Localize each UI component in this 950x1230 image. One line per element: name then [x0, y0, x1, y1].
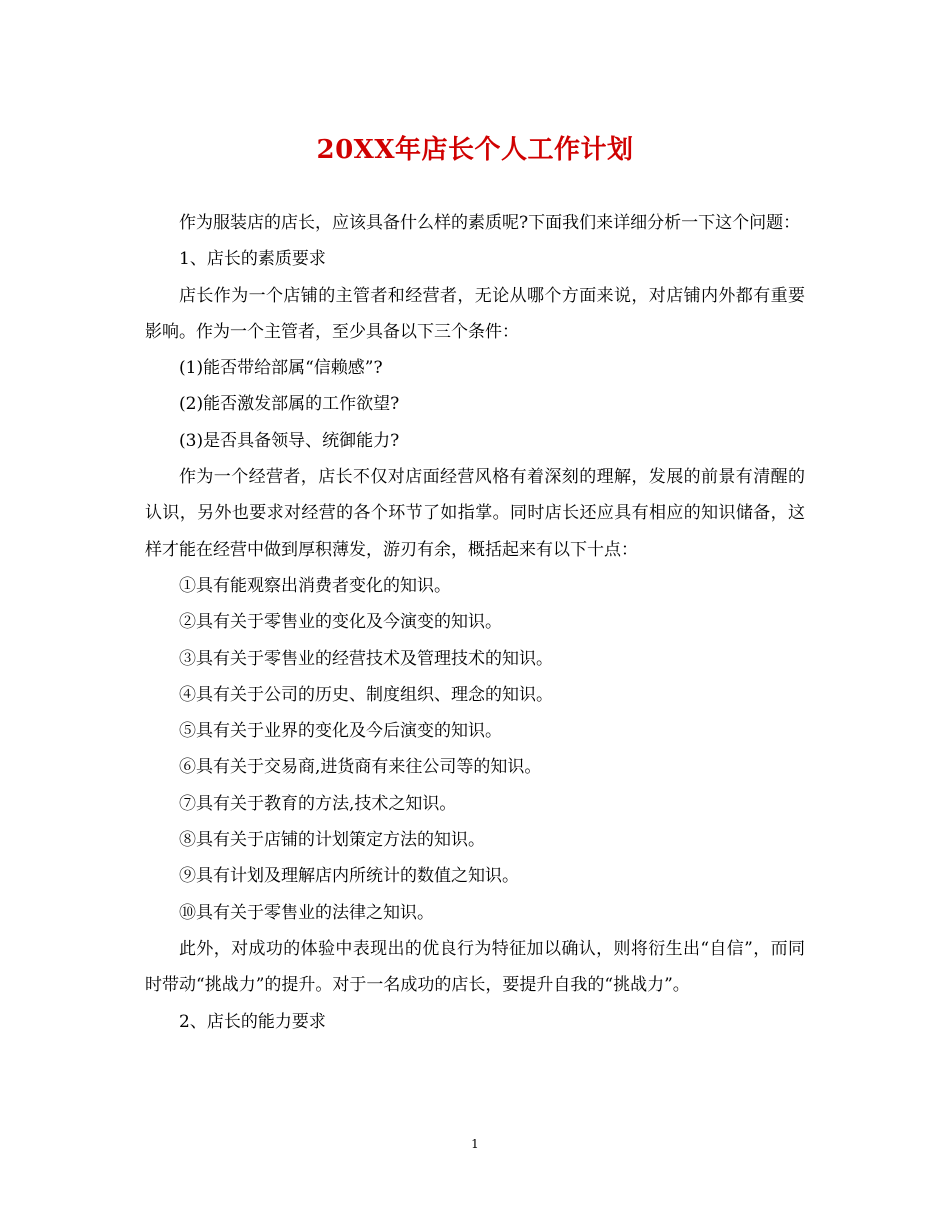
document-title: 20XX年店长个人工作计划 — [316, 135, 634, 165]
list-item-knowledge-8: ⑧具有关于店铺的计划策定方法的知识。 — [179, 830, 485, 851]
list-item-condition-1: (1)能否带给部属“信赖感”? — [179, 358, 383, 379]
paragraph-intro: 作为服装店的店长，应该具备什么样的素质呢?下面我们来详细分析一下这个问题： — [179, 213, 801, 233]
list-item-knowledge-9: ⑨具有计划及理解店内所统计的数值之知识。 — [179, 866, 519, 887]
list-item-knowledge-6: ⑥具有关于交易商,进货商有来往公司等的知识。 — [179, 757, 542, 778]
list-item-condition-3: (3)是否具备领导、统御能力? — [179, 430, 400, 451]
list-item-knowledge-3: ③具有关于零售业的经营技术及管理技术的知识。 — [179, 648, 553, 669]
paragraph-confidence: 此外，对成功的体验中表现出的优良行为特征加以确认，则将衍生出“自信”，而同时带动“挑战力”的提升。对于一名成功的店长，要提升自我的“挑战力”。 — [145, 938, 805, 996]
list-item-condition-2: (2)能否激发部属的工作欲望? — [179, 394, 400, 415]
section-heading-2: 2、店长的能力要求 — [179, 1011, 326, 1032]
list-item-knowledge-7: ⑦具有关于教育的方法,技术之知识。 — [179, 793, 457, 814]
list-item-knowledge-5: ⑤具有关于业界的变化及今后演变的知识。 — [179, 721, 502, 742]
list-item-knowledge-4: ④具有关于公司的历史、制度组织、理念的知识。 — [179, 684, 553, 705]
list-item-knowledge-10: ⑩具有关于零售业的法律之知识。 — [179, 902, 434, 923]
paragraph-operator-role: 作为一个经营者，店长不仅对店面经营风格有着深刻的理解，发展的前景有清醒的认识，另外也要求对经营的各个环节了如指掌。同时店长还应具有相应的知识储备，这样才能在经营中做到厚积薄发，游刃有余，概括起来有以下十点： — [145, 467, 805, 560]
document-body — [145, 205, 805, 1040]
page-number: 1 — [471, 1137, 479, 1151]
paragraph-manager-role: 店长作为一个店铺的主管者和经营者，无论从哪个方面来说，对店铺内外都有重要影响。作为一个主管者，至少具备以下三个条件： — [145, 285, 805, 342]
section-heading-1: 1、店长的素质要求 — [179, 249, 326, 270]
list-item-knowledge-2: ②具有关于零售业的变化及今演变的知识。 — [179, 612, 502, 633]
list-item-knowledge-1: ①具有能观察出消费者变化的知识。 — [179, 575, 451, 596]
